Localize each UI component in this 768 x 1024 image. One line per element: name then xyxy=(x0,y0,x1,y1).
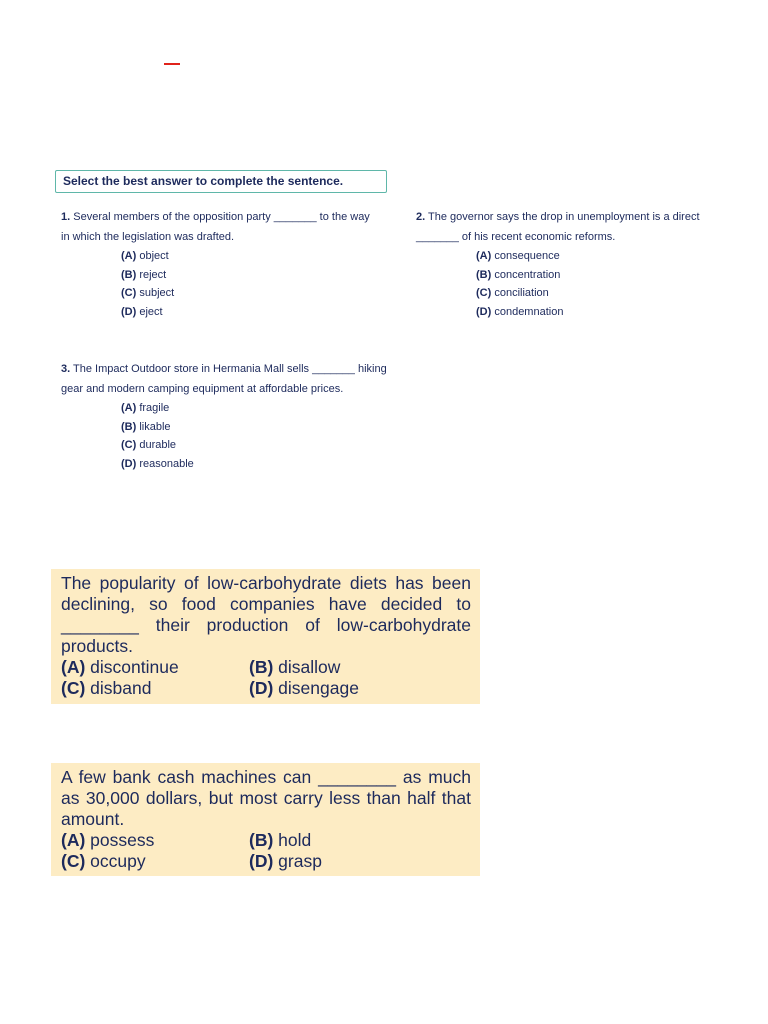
option-c[interactable]: (C) subject xyxy=(121,287,175,299)
question-card-1-options-row-2 xyxy=(61,678,471,699)
option-d[interactable]: (D) reasonable xyxy=(121,457,194,470)
question-3-text: The Impact Outdoor store in Hermania Mall sells _______ hiking gear and modern camping equipment at affordable prices. xyxy=(61,363,387,395)
option-c[interactable]: (C) conciliation xyxy=(476,287,549,299)
option-d[interactable]: (D) grasp xyxy=(249,851,322,871)
option-b[interactable]: (B) likable xyxy=(121,420,171,433)
option-a[interactable]: (A) possess xyxy=(61,830,155,850)
option-d[interactable]: (D) eject xyxy=(121,305,163,318)
red-dash-mark xyxy=(164,63,180,65)
question-2-number: 2. xyxy=(416,211,426,223)
question-1-stem xyxy=(61,207,381,247)
option-c[interactable]: (C) durable xyxy=(121,439,177,451)
option-b[interactable]: (B) reject xyxy=(121,268,167,281)
option-c[interactable]: (C) occupy xyxy=(61,851,146,871)
question-2-options xyxy=(416,247,721,321)
option-b[interactable]: (B) concentration xyxy=(476,268,561,281)
instruction-box xyxy=(55,170,387,193)
option-a[interactable]: (A) fragile xyxy=(121,402,170,414)
option-b[interactable]: (B) disallow xyxy=(249,657,341,677)
question-1-number: 1. xyxy=(61,211,71,223)
option-a[interactable]: (A) discontinue xyxy=(61,657,179,677)
question-card-2-options-row-2 xyxy=(61,851,471,872)
option-b[interactable]: (B) hold xyxy=(249,830,312,850)
question-2-stem xyxy=(416,207,721,247)
instruction-text: Select the best answer to complete the sentence. xyxy=(63,174,344,188)
question-2 xyxy=(416,207,721,321)
question-card-2-options-row-1 xyxy=(61,830,471,851)
option-d[interactable]: (D) disengage xyxy=(249,678,359,698)
question-card-2 xyxy=(51,763,480,876)
option-d[interactable]: (D) condemnation xyxy=(476,305,564,318)
option-a[interactable]: (A) object xyxy=(121,250,169,262)
question-card-1-stem: The popularity of low-carbohydrate diets has been declining, so food companies have decided to ________ their production of low-carbohydrate products. xyxy=(61,573,471,656)
question-card-1 xyxy=(51,569,480,704)
question-2-text: The governor says the drop in unemployment is a direct _______ of his recent economic reforms. xyxy=(416,211,700,243)
question-card-2-stem: A few bank cash machines can ________ as much as 30,000 dollars, but most carry less than half that amount. xyxy=(61,767,471,829)
option-c[interactable]: (C) disband xyxy=(61,678,152,698)
question-1-options xyxy=(61,247,381,321)
question-1-text: Several members of the opposition party _______ to the way in which the legislation was drafted. xyxy=(61,211,370,243)
question-3-stem xyxy=(61,359,401,399)
question-3-options xyxy=(61,399,401,473)
question-card-1-options-row-1 xyxy=(61,657,471,678)
question-3 xyxy=(61,359,401,473)
question-3-number: 3. xyxy=(61,363,71,375)
question-1 xyxy=(61,207,381,321)
option-a[interactable]: (A) consequence xyxy=(476,250,560,262)
